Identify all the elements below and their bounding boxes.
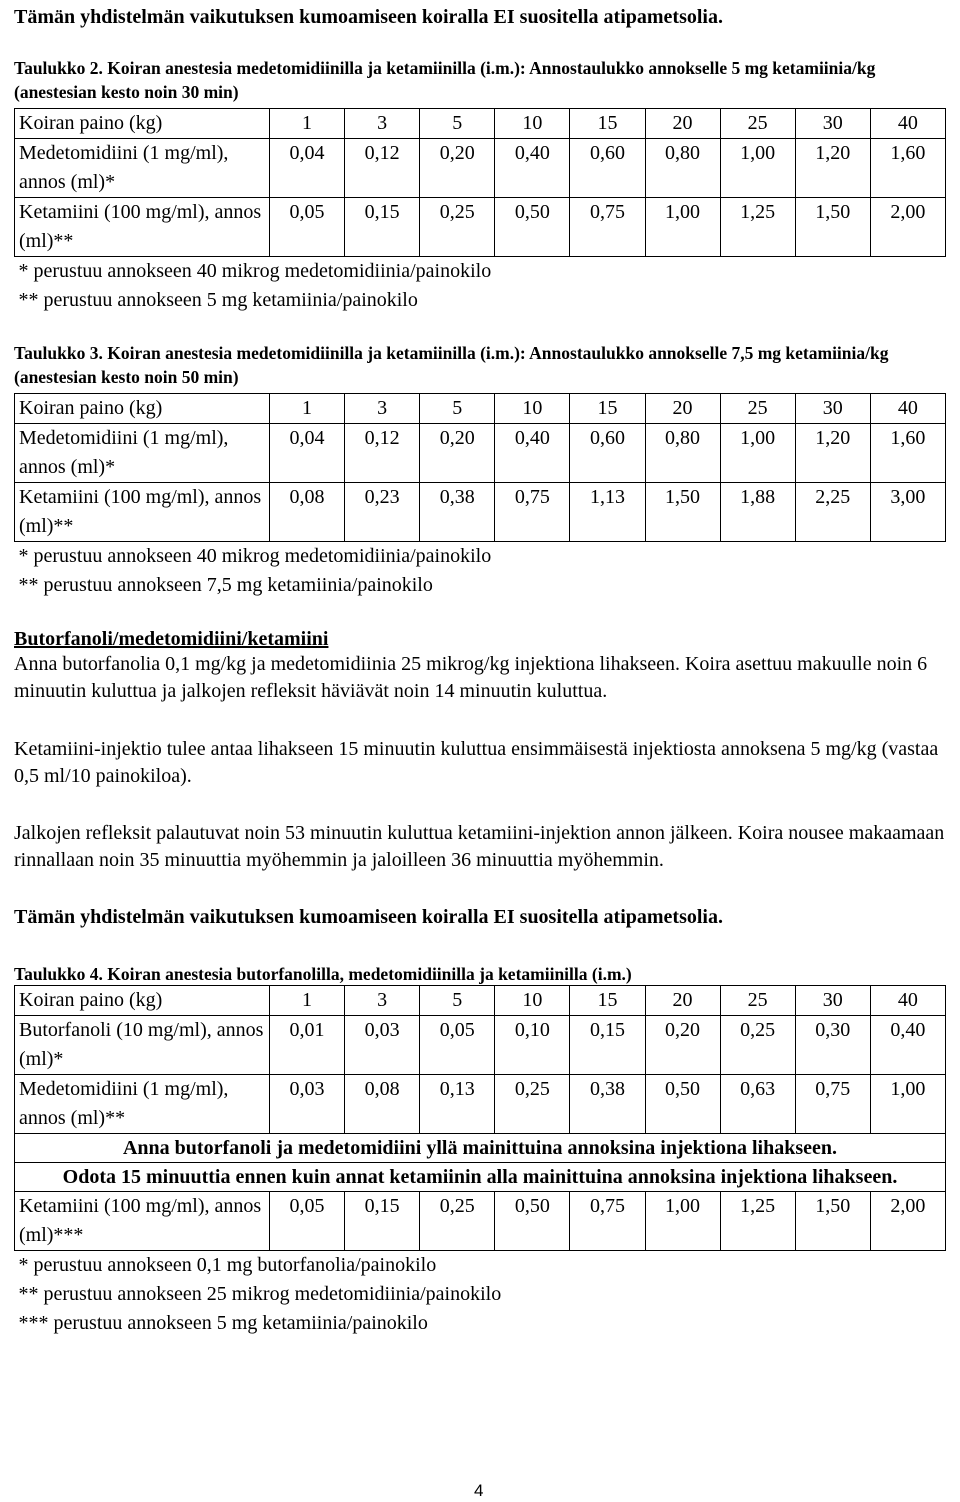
table-cell: 0,15 xyxy=(345,1192,420,1251)
table-cell: 0,40 xyxy=(495,424,570,483)
table-cell: 0,40 xyxy=(870,1016,945,1075)
table-row-label: Koiran paino (kg) xyxy=(15,986,270,1016)
table-cell: 3,00 xyxy=(870,483,945,542)
table-row-label: Ketamiini (100 mg/ml), annos (ml)*** xyxy=(15,1192,270,1251)
table-cell: 0,60 xyxy=(570,424,645,483)
table-cell: 1 xyxy=(269,986,344,1016)
table-cell: 30 xyxy=(795,109,870,139)
table4-row-weight xyxy=(15,986,946,1016)
table-cell: 0,05 xyxy=(420,1016,495,1075)
table-cell: 25 xyxy=(720,986,795,1016)
table-row-label: Ketamiini (100 mg/ml), annos (ml)** xyxy=(15,483,270,542)
table2-row-ketamine xyxy=(15,198,946,257)
table-row-label: Medetomidiini (1 mg/ml), annos (ml)* xyxy=(15,424,270,483)
table-cell: 0,10 xyxy=(495,1016,570,1075)
table-cell: 0,40 xyxy=(495,139,570,198)
table-cell: 0,12 xyxy=(345,139,420,198)
table-cell: 2,00 xyxy=(870,1192,945,1251)
table-cell: 1,60 xyxy=(870,139,945,198)
table-cell: 15 xyxy=(570,109,645,139)
table-cell: 1,00 xyxy=(645,198,720,257)
table-cell: 0,25 xyxy=(495,1075,570,1134)
table-cell: 0,20 xyxy=(420,424,495,483)
table-row-label: Koiran paino (kg) xyxy=(15,109,270,139)
table-cell: 0,15 xyxy=(570,1016,645,1075)
table-cell: 1,60 xyxy=(870,424,945,483)
table-cell: 1,00 xyxy=(870,1075,945,1134)
table4-footnotes xyxy=(15,1251,946,1339)
table-cell: 0,75 xyxy=(795,1075,870,1134)
table-cell: 0,25 xyxy=(420,198,495,257)
table-cell: 20 xyxy=(645,986,720,1016)
table3-footnotes xyxy=(15,542,946,601)
table-cell: 0,20 xyxy=(420,139,495,198)
table-cell: 1 xyxy=(269,109,344,139)
table-cell: 0,05 xyxy=(269,1192,344,1251)
table-cell: 10 xyxy=(495,394,570,424)
table-cell: 0,01 xyxy=(269,1016,344,1075)
table-cell: 0,63 xyxy=(720,1075,795,1134)
footnote: ** perustuu annokseen 7,5 mg ketamiinia/painokilo xyxy=(18,574,433,596)
table-cell: 15 xyxy=(570,986,645,1016)
table-cell: 1,50 xyxy=(795,198,870,257)
table-cell: 0,04 xyxy=(269,139,344,198)
table-cell: 0,04 xyxy=(269,424,344,483)
table4-caption: Taulukko 4. Koiran anestesia butorfanolilla, medetomidiinilla ja ketamiinilla (i.m.) xyxy=(14,964,632,984)
table-cell: 25 xyxy=(720,109,795,139)
footnote: * perustuu annokseen 40 mikrog medetomidiinia/painokilo xyxy=(18,260,492,282)
table-cell: 1,50 xyxy=(645,483,720,542)
table-cell: 1,00 xyxy=(720,139,795,198)
table-cell: 10 xyxy=(495,109,570,139)
table-cell: 0,08 xyxy=(269,483,344,542)
table-cell: 0,38 xyxy=(420,483,495,542)
table-cell: 1,25 xyxy=(720,1192,795,1251)
table-cell: 0,30 xyxy=(795,1016,870,1075)
table-cell: 0,50 xyxy=(645,1075,720,1134)
table-cell: 2,25 xyxy=(795,483,870,542)
table-cell: 1,20 xyxy=(795,424,870,483)
table-cell: 1,20 xyxy=(795,139,870,198)
table-cell: 2,00 xyxy=(870,198,945,257)
table-cell: 3 xyxy=(345,394,420,424)
table-cell: 30 xyxy=(795,986,870,1016)
table-cell: 5 xyxy=(420,394,495,424)
paragraph: Anna butorfanolia 0,1 mg/kg ja medetomidiinia 25 mikrog/kg injektiona lihakseen. Koira asettuu makuulle noin 6 minuutin kuluttua ja jalkojen refleksit häviävät noin 14 minuutin kuluttua. xyxy=(14,653,928,702)
table-row-label: Koiran paino (kg) xyxy=(15,394,270,424)
table-cell: 0,80 xyxy=(645,424,720,483)
table-cell: 1 xyxy=(269,394,344,424)
table4-row-ketamine xyxy=(15,1192,946,1251)
table-cell: 0,12 xyxy=(345,424,420,483)
footnote: * perustuu annokseen 40 mikrog medetomidiinia/painokilo xyxy=(18,545,492,567)
table2-footnotes xyxy=(15,257,946,316)
table-cell: 0,03 xyxy=(269,1075,344,1134)
table4 xyxy=(14,985,946,1338)
table-cell: 0,15 xyxy=(345,198,420,257)
table-cell: 1,13 xyxy=(570,483,645,542)
instruction-text: Anna butorfanoli ja medetomidiini yllä mainittuina annoksina injektiona lihakseen. xyxy=(15,1134,946,1163)
table-cell: 1,88 xyxy=(720,483,795,542)
table-cell: 0,25 xyxy=(720,1016,795,1075)
table-cell: 3 xyxy=(345,109,420,139)
table-cell: 1,50 xyxy=(795,1192,870,1251)
table-cell: 1,00 xyxy=(720,424,795,483)
top-warning-heading: Tämän yhdistelmän vaikutuksen kumoamiseen koiralla EI suositella atipametsolia. xyxy=(14,6,723,28)
table2-row-weight xyxy=(15,109,946,139)
table-cell: 3 xyxy=(345,986,420,1016)
table-cell: 1,00 xyxy=(645,1192,720,1251)
table-cell: 40 xyxy=(870,394,945,424)
table-cell: 5 xyxy=(420,986,495,1016)
table-row-label: Butorfanoli (10 mg/ml), annos (ml)* xyxy=(15,1016,270,1075)
table3-caption: Taulukko 3. Koiran anestesia medetomidiinilla ja ketamiinilla (i.m.): Annostaulukko annokselle 7,5 mg ketamiinia/kg (anestesian kesto noin 50 min) xyxy=(14,343,889,387)
table-cell: 0,80 xyxy=(645,139,720,198)
table2 xyxy=(14,108,946,315)
table-cell: 5 xyxy=(420,109,495,139)
footnote: ** perustuu annokseen 5 mg ketamiinia/painokilo xyxy=(18,289,418,311)
table-cell: 0,13 xyxy=(420,1075,495,1134)
page-number: 4 xyxy=(474,1481,484,1500)
table-cell: 40 xyxy=(870,986,945,1016)
table-cell: 0,50 xyxy=(495,198,570,257)
footnote: *** perustuu annokseen 5 mg ketamiinia/painokilo xyxy=(18,1312,428,1334)
table-cell: 0,20 xyxy=(645,1016,720,1075)
mid-warning-heading: Tämän yhdistelmän vaikutuksen kumoamiseen koiralla EI suositella atipametsolia. xyxy=(14,906,723,928)
table3-row-weight xyxy=(15,394,946,424)
table3 xyxy=(14,393,946,600)
section-title: Butorfanoli/medetomidiini/ketamiini xyxy=(14,628,329,650)
table-row-label: Medetomidiini (1 mg/ml), annos (ml)** xyxy=(15,1075,270,1134)
table-cell: 0,75 xyxy=(495,483,570,542)
table4-row-medetomidine xyxy=(15,1075,946,1134)
paragraph: Jalkojen refleksit palautuvat noin 53 minuutin kuluttua ketamiini-injektion annon jälkeen. Koira nousee makaamaan rinnallaan noin 35 minuuttia myöhemmin ja jaloilleen 36 minuuttia myöhemmin. xyxy=(14,822,945,871)
table-cell: 0,08 xyxy=(345,1075,420,1134)
table-cell: 0,75 xyxy=(570,198,645,257)
table-cell: 10 xyxy=(495,986,570,1016)
table-cell: 0,03 xyxy=(345,1016,420,1075)
table4-instruction-row-1 xyxy=(15,1134,946,1163)
table-row-label: Medetomidiini (1 mg/ml), annos (ml)* xyxy=(15,139,270,198)
footnote: * perustuu annokseen 0,1 mg butorfanolia/painokilo xyxy=(18,1254,437,1276)
table-cell: 1,25 xyxy=(720,198,795,257)
table3-row-ketamine xyxy=(15,483,946,542)
table-cell: 0,38 xyxy=(570,1075,645,1134)
table4-row-butorphanol xyxy=(15,1016,946,1075)
table2-row-medetomidine xyxy=(15,139,946,198)
table-cell: 0,05 xyxy=(269,198,344,257)
table-cell: 20 xyxy=(645,394,720,424)
table2-caption: Taulukko 2. Koiran anestesia medetomidiinilla ja ketamiinilla (i.m.): Annostaulukko annokselle 5 mg ketamiinia/kg (anestesian kesto noin 30 min) xyxy=(14,58,876,102)
table4-instruction-row-2 xyxy=(15,1163,946,1192)
table-cell: 0,60 xyxy=(570,139,645,198)
table-cell: 0,50 xyxy=(495,1192,570,1251)
footnote: ** perustuu annokseen 25 mikrog medetomidiinia/painokilo xyxy=(18,1283,502,1305)
instruction-text: Odota 15 minuuttia ennen kuin annat ketamiinin alla mainittuina annoksina injektiona lihakseen. xyxy=(15,1163,946,1192)
table-cell: 30 xyxy=(795,394,870,424)
table-cell: 20 xyxy=(645,109,720,139)
table-cell: 15 xyxy=(570,394,645,424)
table-row-label: Ketamiini (100 mg/ml), annos (ml)** xyxy=(15,198,270,257)
table-cell: 25 xyxy=(720,394,795,424)
table3-row-medetomidine xyxy=(15,424,946,483)
paragraph: Ketamiini-injektio tulee antaa lihakseen 15 minuutin kuluttua ensimmäisestä injektiosta annoksena 5 mg/kg (vastaa 0,5 ml/10 painokiloa). xyxy=(14,738,939,787)
table-cell: 40 xyxy=(870,109,945,139)
table-cell: 0,25 xyxy=(420,1192,495,1251)
table-cell: 0,23 xyxy=(345,483,420,542)
table-cell: 0,75 xyxy=(570,1192,645,1251)
